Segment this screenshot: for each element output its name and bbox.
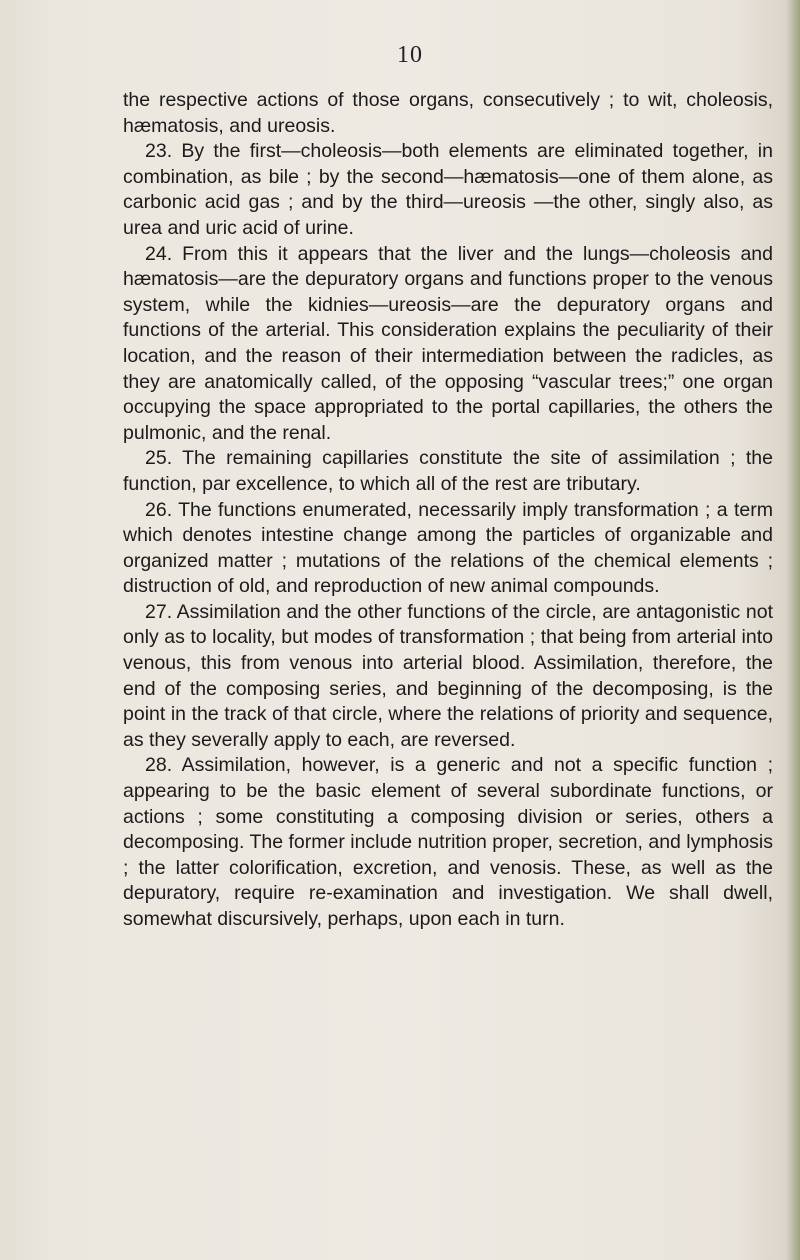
page-body — [123, 88, 773, 933]
paragraph-26: 26. The functions enumerated, necessarily imply transformation ; a term which denotes intestine change among the particles of organizable and organized matter ; mutations of the relations of the chemical elements ; distruction of old, and reproduction of new animal compounds. — [123, 498, 773, 598]
paragraph-24: 24. From this it appears that the liver and the lungs—choleosis and hæmatosis—are the depuratory organs and functions proper to the venous system, while the kidnies—ureosis—are the depuratory organs and functions of the arterial. This consideration explains the peculiarity of their location, and the reason of their intermediation between the radicles, as they are anatomically called, of the opposing “vascular trees;” one organ occupying the space appropriated to the portal capillaries, the others the pulmonic, and the renal. — [123, 242, 773, 444]
paragraph-27: 27. Assimilation and the other functions of the circle, are antagonistic not only as to locality, but modes of transformation ; that being from arterial into venous, this from venous into arterial blood. Assimilation, therefore, the end of the composing series, and beginning of the decomposing, is the point in the track of that circle, where the relations of priority and sequence, as they severally apply to each, are reversed. — [123, 600, 773, 751]
paragraph-23: 23. By the first—choleosis—both elements are eliminated together, in combination, as bile ; by the second—hæmatosis—one of them alone, as carbonic acid gas ; and by the third—ureosis —the other, singly also, as urea and uric acid of urine. — [123, 140, 773, 239]
paragraph-28: 28. Assimilation, however, is a generic and not a specific function ; appearing to be the basic element of several subordinate functions, or actions ; some constituting a composing division or series, others a decomposing. The former include nutrition proper, secretion, and lymphosis ; the latter colorification, excretion, and venosis. These, as well as the depuratory, require re-examination and investigation. We shall dwell, somewhat discursively, perhaps, upon each in turn. — [123, 754, 773, 930]
page-edge-shadow — [786, 0, 800, 1260]
page-number: 10 — [397, 42, 423, 68]
paragraph-25: 25. The remaining capillaries constitute the site of assimilation ; the function, par excellence, to which all of the rest are tributary. — [123, 447, 773, 495]
paragraph-continuation: the respective actions of those organs, consecutively ; to wit, choleosis, hæmatosis, and ureosis. — [123, 89, 773, 137]
